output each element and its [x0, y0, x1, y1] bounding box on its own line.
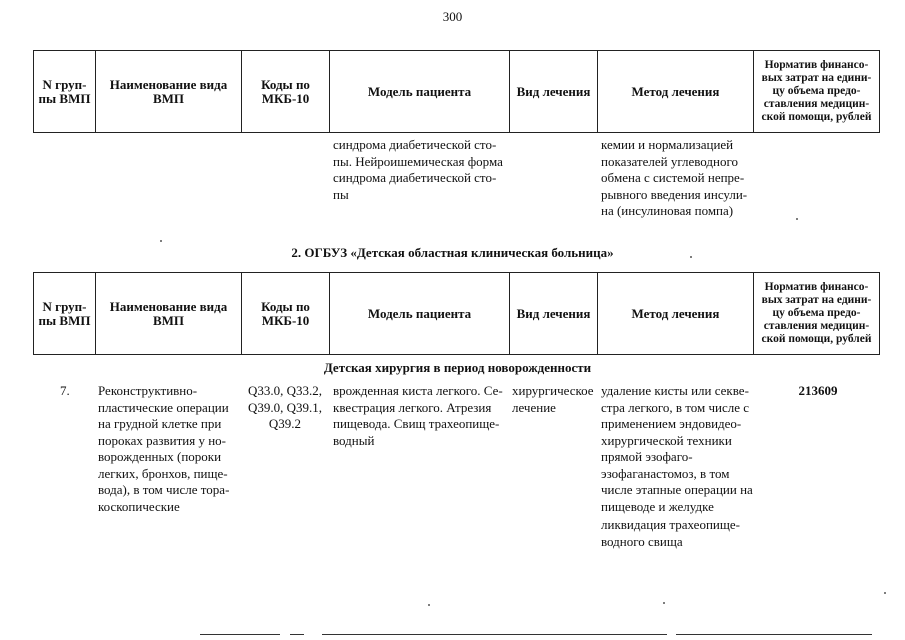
table-header-2	[33, 272, 880, 355]
row-icd-codes: Q33.0, Q33.2, Q39.0, Q39.1, Q39.2	[247, 383, 323, 431]
col-header-treatment-2: Вид лечения	[510, 273, 598, 355]
col-header-codes-2: Коды по МКБ-10	[242, 273, 330, 355]
carryover-method: кемии и нормализацией показателей углеводного обмена с системой непре- рывного введения инсули- на (инсулиновая помпа)	[601, 137, 748, 218]
scan-speck	[663, 602, 665, 604]
col-header-model-2: Модель пациента	[330, 273, 510, 355]
col-header-method: Метод лечения	[598, 51, 754, 133]
carryover-model: синдрома диабетической сто- пы. Нейроишемическая форма синдрома диабетической сто- пы	[333, 137, 503, 202]
col-header-group-2: N груп- пы ВМП	[34, 273, 96, 355]
col-header-group: N груп- пы ВМП	[34, 51, 96, 133]
col-header-norm: Норматив финансо- вых затрат на едини- цу объема предо- ставления медицин- ской помощи, рублей	[754, 51, 880, 133]
col-header-name: Наименование вида ВМП	[96, 51, 242, 133]
col-header-treatment: Вид лечения	[510, 51, 598, 133]
scan-speck	[690, 256, 692, 258]
scan-speck	[428, 604, 430, 606]
col-header-model: Модель пациента	[330, 51, 510, 133]
scan-line	[676, 634, 872, 635]
col-header-method-2: Метод лечения	[598, 273, 754, 355]
row-vmp-name: Реконструктивно- пластические операции на грудной клетке при пороках развития у но- ворожденных (пороки легких, бронхов, пище- вода), в том числе тора- коскопические	[98, 383, 230, 514]
row-treatment-type: хирургическое лечение	[512, 383, 594, 415]
subsection-title: Детская хирургия в период новорожденности	[323, 360, 592, 375]
scan-line	[290, 634, 304, 635]
col-header-norm-2: Норматив финансо- вых затрат на едини- цу объема предо- ставления медицин- ской помощи, рублей	[754, 273, 880, 355]
row-patient-model: врожденная киста легкого. Се- квестрация легкого. Атрезия пищевода. Свищ трахеопище- водный	[333, 383, 503, 448]
scan-line	[200, 634, 280, 635]
row-norm-value: 213609	[798, 383, 838, 398]
table-header-1	[33, 50, 880, 133]
col-header-codes: Коды по МКБ-10	[242, 51, 330, 133]
scan-speck	[884, 592, 886, 594]
page-number: 300	[442, 9, 463, 24]
scan-speck	[796, 218, 798, 220]
row-method-1: удаление кисты или секве- стра легкого, в том числе с применением эндовидео- хирургической техники прямой эзофаго- эзофаганастомоз, в том числе этапные операции на пищеводе и желудке	[601, 383, 753, 514]
row-method-2: ликвидация трахеопище- водного свища	[601, 517, 740, 549]
scan-line	[322, 634, 667, 635]
scan-speck	[160, 240, 162, 242]
section-title: 2. ОГБУЗ «Детская областная клиническая больница»	[291, 245, 614, 260]
row-group-number: 7.	[60, 383, 70, 398]
col-header-name-2: Наименование вида ВМП	[96, 273, 242, 355]
